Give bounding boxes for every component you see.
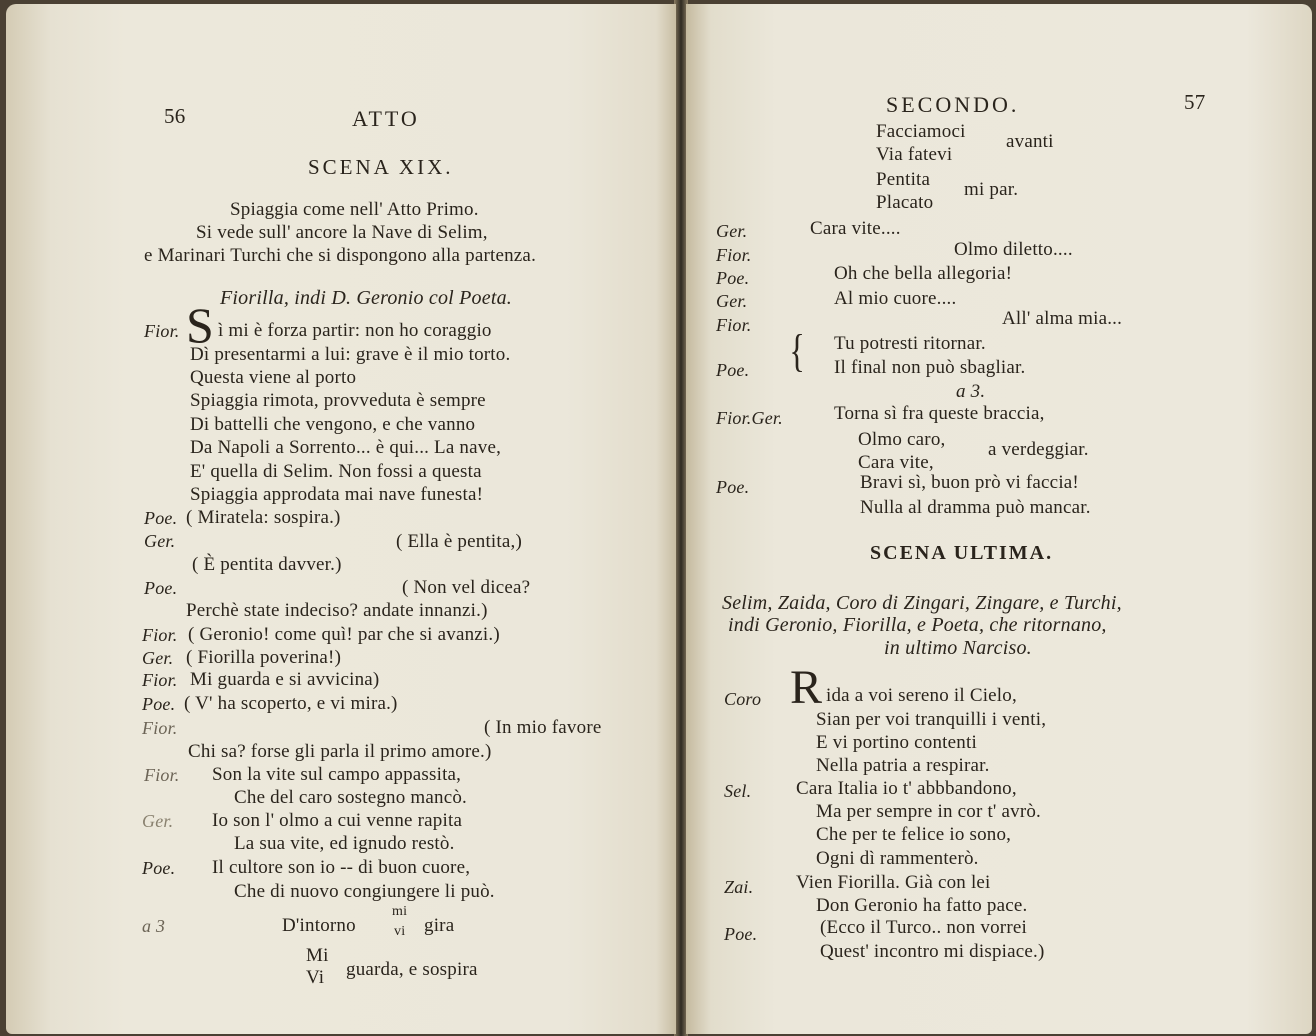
verse-line: gira	[424, 915, 455, 936]
drop-cap: R	[790, 661, 823, 714]
verse-line: All' alma mia...	[1002, 308, 1123, 329]
characters-line: in ultimo Narciso.	[884, 637, 1032, 659]
verse-line: ida a voi sereno il Cielo,	[826, 685, 1017, 706]
a3-label: a 3	[142, 916, 166, 936]
verse-line: ( È pentita davver.)	[192, 554, 342, 575]
verse-line: guarda, e sospira	[346, 959, 478, 980]
verse-line: Don Geronio ha fatto pace.	[816, 895, 1028, 916]
verse-alt-mi: Mi	[306, 945, 329, 966]
verse-line: Cara Italia io t' abbbandono,	[796, 778, 1017, 799]
verse-line: Il final non può sbagliar.	[834, 357, 1026, 378]
verse-line: Pentita	[876, 169, 931, 190]
speaker-label: Ger.	[716, 221, 748, 241]
verse-line: D'intorno	[282, 915, 356, 936]
verse-line: ( V' ha scoperto, e vi mira.)	[184, 693, 398, 714]
verse-line: Placato	[876, 192, 934, 213]
verse-line: Torna sì fra queste braccia,	[834, 403, 1045, 424]
speaker-label: Coro	[724, 689, 762, 709]
speaker-label: Fior.	[142, 625, 178, 645]
verse-line: Olmo caro,	[858, 429, 946, 450]
verse-line: La sua vite, ed ignudo restò.	[234, 833, 455, 854]
verse-line: Oh che bella allegoria!	[834, 263, 1013, 284]
characters-line: Fiorilla, indi D. Geronio col Poeta.	[220, 287, 512, 309]
running-head-right: SECONDO.	[886, 92, 1020, 117]
verse-line: Di battelli che vengono, e che vanno	[190, 414, 476, 435]
verse-line: ( Geronio! come quì! par che si avanzi.)	[188, 624, 500, 645]
verse-alt-vi: vi	[394, 924, 406, 939]
verse-line: ( In mio favore	[484, 717, 602, 738]
verse-line: a verdeggiar.	[988, 439, 1089, 460]
verse-line: Ogni dì rammenterò.	[816, 848, 979, 869]
verse-line: ( Fiorilla poverina!)	[186, 647, 342, 668]
page-number-left: 56	[164, 104, 186, 128]
verse-line: E vi portino contenti	[816, 732, 977, 753]
verse-line: mi par.	[964, 179, 1019, 200]
verse-line: Spiaggia approdata mai nave funesta!	[190, 484, 484, 505]
verse-line: Son la vite sul campo appassita,	[212, 764, 462, 785]
verse-line: Via fatevi	[876, 144, 953, 165]
verse-line: Da Napoli a Sorrento... è qui... La nave,	[190, 437, 502, 458]
verse-line: Sian per voi tranquilli i venti,	[816, 709, 1047, 730]
characters-line: indi Geronio, Fiorilla, e Poeta, che ritornano,	[728, 614, 1107, 636]
scene-title-left: SCENA XIX.	[308, 155, 454, 179]
speaker-label: Fior.	[716, 245, 752, 265]
verse-line: (Ecco il Turco.. non vorrei	[820, 917, 1027, 938]
verse-line: Il cultore son io -- di buon cuore,	[212, 857, 471, 878]
verse-line: Io son l' olmo a cui venne rapita	[212, 810, 463, 831]
speaker-label: Fior.	[142, 670, 178, 690]
verse-line: Nella patria a respirar.	[816, 755, 990, 776]
speaker-label: Ger.	[144, 531, 176, 551]
speaker-label: Poe.	[716, 268, 750, 288]
verse-line: Che di nuovo congiungere li può.	[234, 881, 495, 902]
speaker-label: Ger.	[142, 811, 174, 831]
verse-line: ì mi è forza partir: non ho coraggio	[218, 320, 492, 341]
stage-direction-line: e Marinari Turchi che si dispongono alla partenza.	[144, 245, 537, 266]
speaker-label: Poe.	[144, 508, 178, 528]
page-number-right: 57	[1184, 90, 1206, 114]
speaker-label: Fior.	[144, 321, 180, 341]
verse-line: Tu potresti ritornar.	[834, 333, 986, 354]
verse-alt-vi: Vi	[306, 967, 325, 988]
verse-line: Questa viene al porto	[190, 367, 357, 388]
a3-label: a 3.	[956, 381, 986, 402]
speaker-label: Fior.	[142, 718, 178, 738]
verse-line: Chi sa? forse gli parla il primo amore.)	[188, 741, 492, 762]
verse-line: ( Ella è pentita,)	[396, 531, 522, 552]
verse-line: Cara vite....	[810, 218, 901, 239]
speaker-label: Poe.	[716, 477, 750, 497]
right-page	[686, 4, 1312, 1034]
verse-line: Perchè state indeciso? andate innanzi.)	[186, 600, 488, 621]
verse-line: Ma per sempre in cor t' avrò.	[816, 801, 1042, 822]
verse-line: Al mio cuore....	[834, 288, 957, 309]
verse-line: avanti	[1006, 131, 1054, 152]
verse-line: Che del caro sostegno mancò.	[234, 787, 468, 808]
stage-direction-line: Si vede sull' ancore la Nave di Selim,	[196, 222, 488, 243]
verse-line: ( Non vel dicea?	[402, 577, 531, 598]
verse-line: Dì presentarmi a lui: grave è il mio torto.	[190, 344, 511, 365]
verse-line: Mi guarda e si avvicina)	[190, 669, 380, 690]
verse-line: Bravi sì, buon prò vi faccia!	[860, 472, 1079, 493]
verse-line: Quest' incontro mi dispiace.)	[820, 941, 1045, 962]
speaker-label: Poe.	[716, 360, 750, 380]
speaker-label: Poe.	[144, 578, 178, 598]
verse-line: Vien Fiorilla. Già con lei	[796, 872, 991, 893]
speaker-label: Zai.	[724, 877, 754, 897]
verse-line: ( Miratela: sospira.)	[186, 507, 341, 528]
speaker-label: Poe.	[724, 924, 758, 944]
speaker-label: Poe.	[142, 694, 176, 714]
speaker-label: Fior.	[716, 315, 752, 335]
verse-line: Spiaggia rimota, provveduta è sempre	[190, 390, 486, 411]
speaker-label: Sel.	[724, 781, 752, 801]
speaker-label: Fior.	[144, 765, 180, 785]
brace-mark: {	[789, 325, 805, 376]
speaker-label: Fior.Ger.	[716, 408, 783, 428]
drop-cap: S	[186, 297, 215, 353]
verse-line: Che per te felice io sono,	[816, 824, 1012, 845]
stage-direction-line: Spiaggia come nell' Atto Primo.	[230, 199, 479, 220]
speaker-label: Poe.	[142, 858, 176, 878]
characters-line: Selim, Zaida, Coro di Zingari, Zingare, e Turchi,	[722, 592, 1122, 614]
speaker-label: Ger.	[716, 291, 748, 311]
verse-line: Facciamoci	[876, 121, 966, 142]
speaker-label: Ger.	[142, 648, 174, 668]
verse-line: Nulla al dramma può mancar.	[860, 497, 1091, 518]
verse-alt-mi: mi	[392, 904, 408, 919]
running-head-left: ATTO	[352, 106, 420, 131]
verse-line: Cara vite,	[858, 452, 934, 473]
left-page	[6, 4, 676, 1034]
verse-line: E' quella di Selim. Non fossi a questa	[190, 461, 482, 482]
scene-title-right: SCENA ULTIMA.	[870, 542, 1054, 564]
verse-line: Olmo diletto....	[954, 239, 1073, 260]
